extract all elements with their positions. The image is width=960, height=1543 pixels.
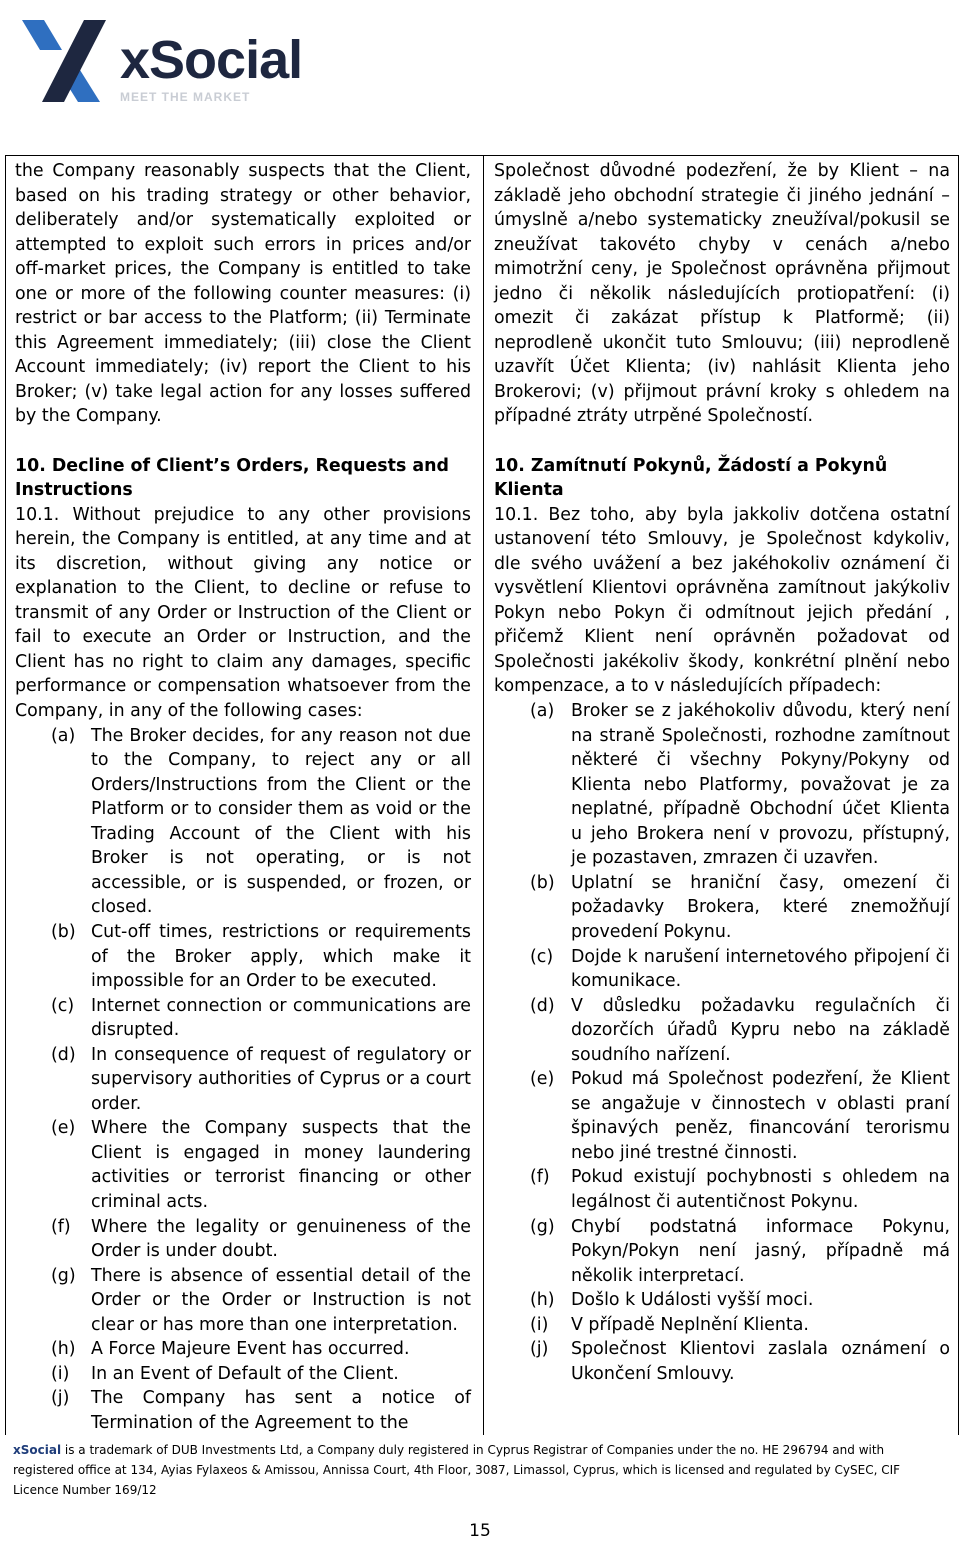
list-item: (h) Došlo k Události vyšší moci. [530,1290,814,1311]
list-item: (h) A Force Majeure Event has occurred. [51,1339,410,1360]
czech-column [494,159,950,1386]
list-item: (d) In consequence of request of regulatory or supervisory authorities of Cyprus or a court order. [51,1044,471,1114]
list-item: (i) In an Event of Default of the Client. [51,1363,399,1384]
english-clause-10-1: 10.1. Without prejudice to any other provisions herein, the Company is entitled, at any time and at its discretion, without giving any notice or explanation to the Client, to decline or refuse to transmit of any Order or Instruction of the Client or fail to execute an Order or Instruction, and the Client has no right to claim any damages, specific performance or compensation whatsoever from the Company, in any of the following cases: [15,504,471,722]
czech-section-heading: 10. Zamítnutí Pokynů, Žádostí a Pokynů Klienta [494,455,888,501]
czech-clause-10-1: 10.1. Bez toho, aby byla jakkoliv dotčena ostatní ustanovení této Smlouvy, je Společnost kdykoliv, dle svého uvážení a bez jakéhokoliv oznámení či vysvětlení Klientovi oprávněna zamítnout jakýkoliv Pokyn nebo Pokyn či odmítnout jejich předání , přičemž Klient není oprávněn požadovat od Společnosti jakékoliv škody, konkrétní plnění nebo kompenzace, a to v následujících případech: [494,504,950,697]
list-item: (f) Pokud existují pochybnosti s ohledem na legálnost či autentičnost Pokynu. [530,1167,950,1212]
list-item: (c) Internet connection or communications are disrupted. [51,995,471,1041]
list-item: (j) Společnost Klientovi zaslala oznámení o Ukončení Smlouvy. [530,1339,950,1384]
list-item: (b) Uplatní se hraniční časy, omezení či požadavky Brokera, které znemožňují provedení Pokynu. [530,872,950,942]
list-item: (g) Chybí podstatná informace Pokynu, Pokyn/Pokyn není jasný, případně má několik interpretací. [530,1216,950,1286]
list-item: (d) V důsledku požadavku regulačních či dozorčích úřadů Kypru nebo na základě soudního nařízení. [530,995,950,1065]
list-item: (e) Where the Company suspects that the Client is engaged in money laundering activities or terrorist financing or other criminal acts. [51,1118,471,1212]
list-item: (b) Cut-off times, restrictions or requirements of the Broker apply, which make it impossible for an Order to be executed. [51,921,471,992]
company-logo [22,18,342,103]
page-number: 15 [469,1521,491,1541]
logo-tagline: MEET THE MARKET [120,90,251,104]
list-item: (j) The Company has sent a notice of Termination of the Agreement to the [51,1388,471,1433]
list-item: (c) Dojde k narušení internetového připojení či komunikace. [530,946,950,992]
footer-brand: xSocial [13,1443,62,1457]
bilingual-terms-table [5,155,959,1435]
list-item: (e) Pokud má Společnost podezření, že Klient se angažuje v činnostech v oblasti praní špinavých peněz, financování terorismu nebo jiné trestné činnosti. [530,1069,950,1163]
english-section-heading: 10. Decline of Client’s Orders, Requests and Instructions [15,455,449,501]
column-divider [483,156,484,1435]
list-item: (a) Broker se z jakéhokoliv důvodu, který není na straně Společnosti, rozhodne zamítnout některé či všechny Pokyny/Pokyny od Klienta nebo Platformy, považovat je za neplatné, případně Obchodní účet Klienta u jeho Brokera není v provozu, přístupný, je pozastaven, zmrazen či uzavřen. [530,701,950,869]
english-intro-paragraph: the Company reasonably suspects that the Client, based on his trading strategy or other behavior, deliberately and/or systematically exploited or attempted to exploit such errors in prices and/or off-market prices, the Company is entitled to take one or more of the following counter measures: (i) restrict or bar access to the Platform; (ii) Terminate this Agreement immediately; (iii) close the Client Account immediately; (iv) report the Client to his Broker; (v) take legal action for any losses suffered by the Company. [15,161,471,427]
list-item: (f) Where the legality or genuineness of the Order is under doubt. [51,1216,471,1262]
czech-intro-paragraph: Společnost důvodné podezření, že by Klient – na základě jeho obchodní strategie či jiného jednání – úmyslně a/nebo systematicky zneužíval/pokusil se zneužívat takovéto chyby v cenách a/nebo mimotržní ceny, je Společnost oprávněna přijmout jedno či několik následujících protiopatření: (i) omezit či zakázat přístup k Platformě; (ii) neprodleně ukončit tuto Smlouvu; (iii) neprodleně uzavřít Účet Klienta; (iv) nahlásit Klienta jeho Brokerovi; (v) přijmout právní kroky s ohledem na případné ztráty utrpěné Společností. [494,161,950,427]
legal-footer [13,1440,943,1500]
logo-wordmark: xSocial [120,30,303,90]
english-case-list [15,724,471,1436]
english-column [15,159,471,1435]
xsocial-logo-icon [22,18,118,103]
list-item: (i) V případě Neplnění Klienta. [530,1314,809,1335]
list-item: (a) The Broker decides, for any reason not due to the Company, to reject any or all Orders/Instructions from the Client or the Platform or to consider them as void or the Trading Account of the Client with his Broker is not operating, or is not accessible, or is suspended, or frozen, or closed. [51,725,471,918]
list-item: (g) There is absence of essential detail of the Order or the Order or Instruction is not clear or has more than one interpretation. [51,1265,471,1335]
czech-case-list [494,699,950,1386]
footer-text: is a trademark of DUB Investments Ltd, a Company duly registered in Cyprus Registrar of Companies under the no. HE 296794 and with registered office at 134, Ayias Fylaxeos & Amissou, Annissa Court, 4th Floor, 3087, Limassol, Cyprus, which is licensed and regulated by CySEC, CIF Licence Number 169/12 [13,1443,901,1497]
